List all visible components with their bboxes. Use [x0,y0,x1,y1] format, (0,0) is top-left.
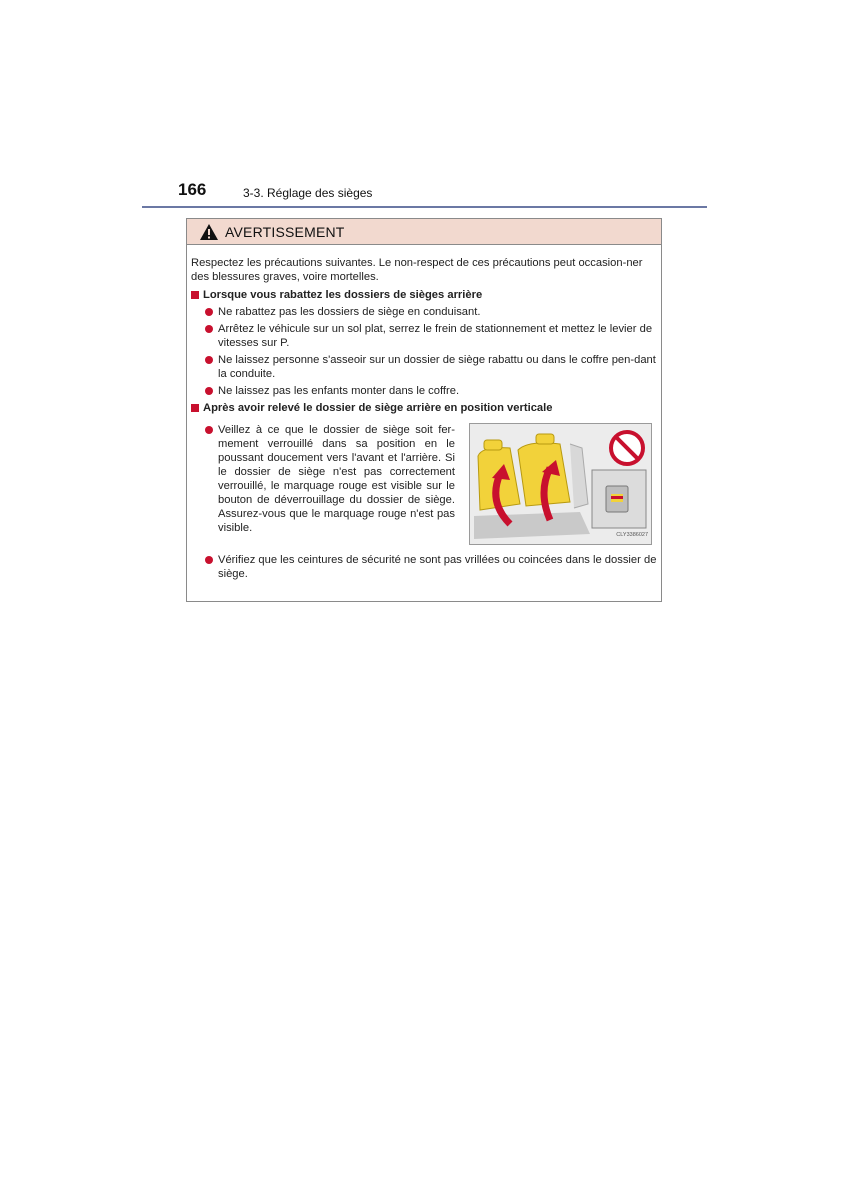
list-item-text: Veillez à ce que le dossier de siège soit fer-mement verrouillé dans sa position en le poussant doucement vers l'avant et l'arrière. Si le dossier de siège n'est pas correctement verrouillé, le marquage rouge est visible sur le bouton de déverrouillage du dossier de siège. Assurez-vous que le marquage rouge n'est pas visible. [218,424,455,534]
page-number: 166 [178,180,207,199]
figure-code: CLY3386027 [616,532,648,538]
bullet-dot-icon [205,556,213,564]
section-square-icon [191,404,199,412]
list-item-text: Ne laissez pas les enfants monter dans le coffre. [218,385,460,397]
header-divider [142,206,707,208]
list-item-text: Ne rabattez pas les dossiers de siège en conduisant. [218,306,481,318]
section-heading-text: Lorsque vous rabattez les dossiers de sièges arrière [203,289,483,301]
list-item-text: Arrêtez le véhicule sur un sol plat, serrez le frein de stationnement et mettez le levier de vitesses sur P. [218,323,653,349]
section-heading-text: Après avoir relevé le dossier de siège arrière en position verticale [203,402,553,414]
warning-body [191,256,657,584]
rear-seat-drawing [470,424,651,544]
list-item-text: Ne laissez personne s'asseoir sur un dossier de siège rabattu ou dans le coffre pen-dant la conduite. [218,354,656,380]
bullet-dot-icon [205,325,213,333]
section-heading-upright [191,401,657,415]
section-title: 3-3. Réglage des sièges [243,186,373,200]
bullet-dot-icon [205,426,213,434]
list-item [191,384,657,398]
bullet-dot-icon [205,387,213,395]
warning-title: AVERTISSEMENT [225,223,345,240]
warning-box [186,218,662,602]
seat-illustration [469,423,652,545]
list-item-text: Vérifiez que les ceintures de sécurité ne sont pas vrillées ou coincées dans le dossier de siège. [218,554,657,580]
list-item [191,305,657,319]
bullet-dot-icon [205,356,213,364]
section-heading-folding [191,288,657,302]
figure-row [191,423,657,545]
prohibited-sign-icon [611,432,643,464]
warning-header [187,219,661,245]
list-item [191,553,657,581]
warning-intro: Respectez les précautions suivantes. Le non-respect de ces précautions peut occasion-ner des blessures graves, voire mortelles. [191,257,643,283]
list-item [191,423,461,542]
list-item [191,353,657,381]
bullet-dot-icon [205,308,213,316]
section-square-icon [191,291,199,299]
warning-triangle-icon [199,223,219,241]
list-item [191,322,657,350]
